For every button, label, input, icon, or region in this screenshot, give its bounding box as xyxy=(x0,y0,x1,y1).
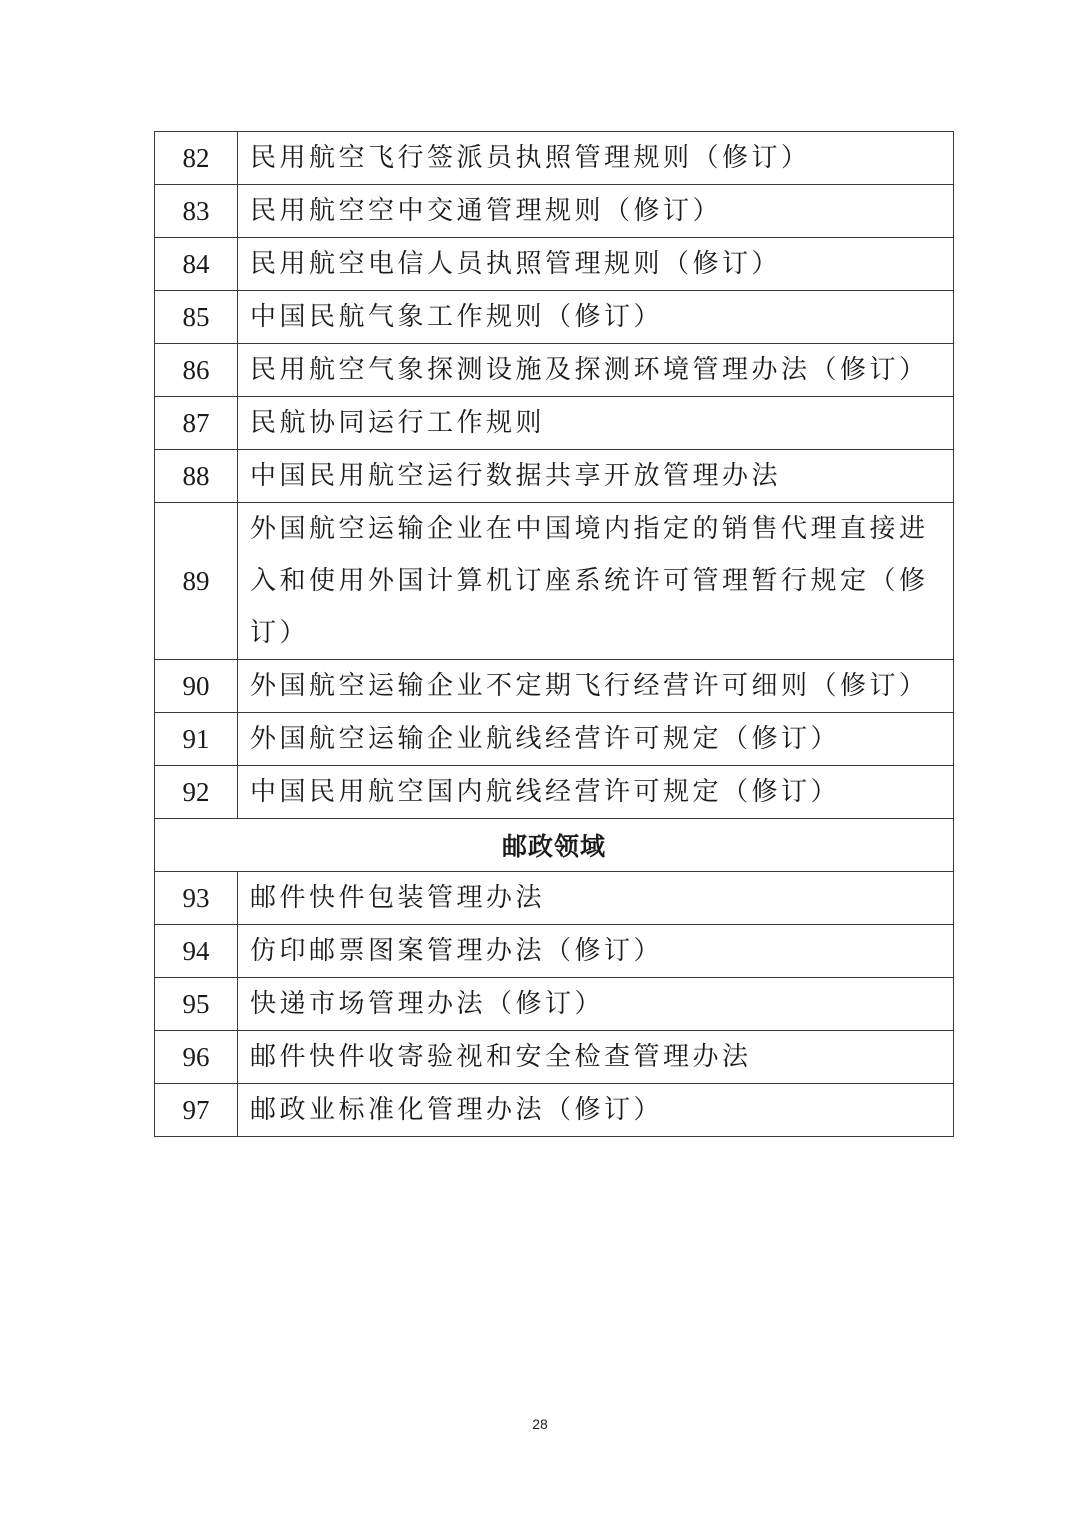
row-number: 84 xyxy=(155,238,238,291)
row-number: 87 xyxy=(155,397,238,450)
row-number: 91 xyxy=(155,713,238,766)
table-row xyxy=(155,238,954,291)
row-number: 92 xyxy=(155,766,238,819)
row-title: 民用航空电信人员执照管理规则（修订） xyxy=(238,238,954,291)
table-row xyxy=(155,185,954,238)
row-number: 90 xyxy=(155,660,238,713)
table-row xyxy=(155,344,954,397)
row-title: 快递市场管理办法（修订） xyxy=(238,978,954,1031)
row-number: 86 xyxy=(155,344,238,397)
table-row xyxy=(155,766,954,819)
row-title: 民航协同运行工作规则 xyxy=(238,397,954,450)
row-number: 96 xyxy=(155,1031,238,1084)
row-title: 外国航空运输企业航线经营许可规定（修订） xyxy=(238,713,954,766)
row-number: 83 xyxy=(155,185,238,238)
row-title: 邮件快件收寄验视和安全检查管理办法 xyxy=(238,1031,954,1084)
row-title: 邮政业标准化管理办法（修订） xyxy=(238,1084,954,1137)
table-row xyxy=(155,291,954,344)
row-number: 93 xyxy=(155,872,238,925)
row-title: 外国航空运输企业在中国境内指定的销售代理直接进入和使用外国计算机订座系统许可管理暂行规定（修订） xyxy=(238,503,954,660)
section-title: 邮政领域 xyxy=(155,819,954,872)
row-title: 中国民用航空运行数据共享开放管理办法 xyxy=(238,450,954,503)
row-title: 外国航空运输企业不定期飞行经营许可细则（修订） xyxy=(238,660,954,713)
table-row xyxy=(155,925,954,978)
table-row xyxy=(155,872,954,925)
regulation-table xyxy=(154,131,954,1137)
row-title: 民用航空气象探测设施及探测环境管理办法（修订） xyxy=(238,344,954,397)
row-title: 邮件快件包装管理办法 xyxy=(238,872,954,925)
section-header-row xyxy=(155,819,954,872)
row-number: 82 xyxy=(155,132,238,185)
row-title: 民用航空空中交通管理规则（修订） xyxy=(238,185,954,238)
row-title: 民用航空飞行签派员执照管理规则（修订） xyxy=(238,132,954,185)
table-row xyxy=(155,503,954,660)
table-row xyxy=(155,660,954,713)
table-row xyxy=(155,1084,954,1137)
row-number: 97 xyxy=(155,1084,238,1137)
row-number: 85 xyxy=(155,291,238,344)
row-title: 仿印邮票图案管理办法（修订） xyxy=(238,925,954,978)
row-title: 中国民航气象工作规则（修订） xyxy=(238,291,954,344)
row-number: 95 xyxy=(155,978,238,1031)
table-row xyxy=(155,450,954,503)
table-row xyxy=(155,1031,954,1084)
table-row xyxy=(155,713,954,766)
table-row xyxy=(155,397,954,450)
row-title: 中国民用航空国内航线经营许可规定（修订） xyxy=(238,766,954,819)
table-row xyxy=(155,978,954,1031)
row-number: 94 xyxy=(155,925,238,978)
row-number: 89 xyxy=(155,503,238,660)
table-row xyxy=(155,132,954,185)
page-number: 28 xyxy=(532,1416,548,1432)
row-number: 88 xyxy=(155,450,238,503)
